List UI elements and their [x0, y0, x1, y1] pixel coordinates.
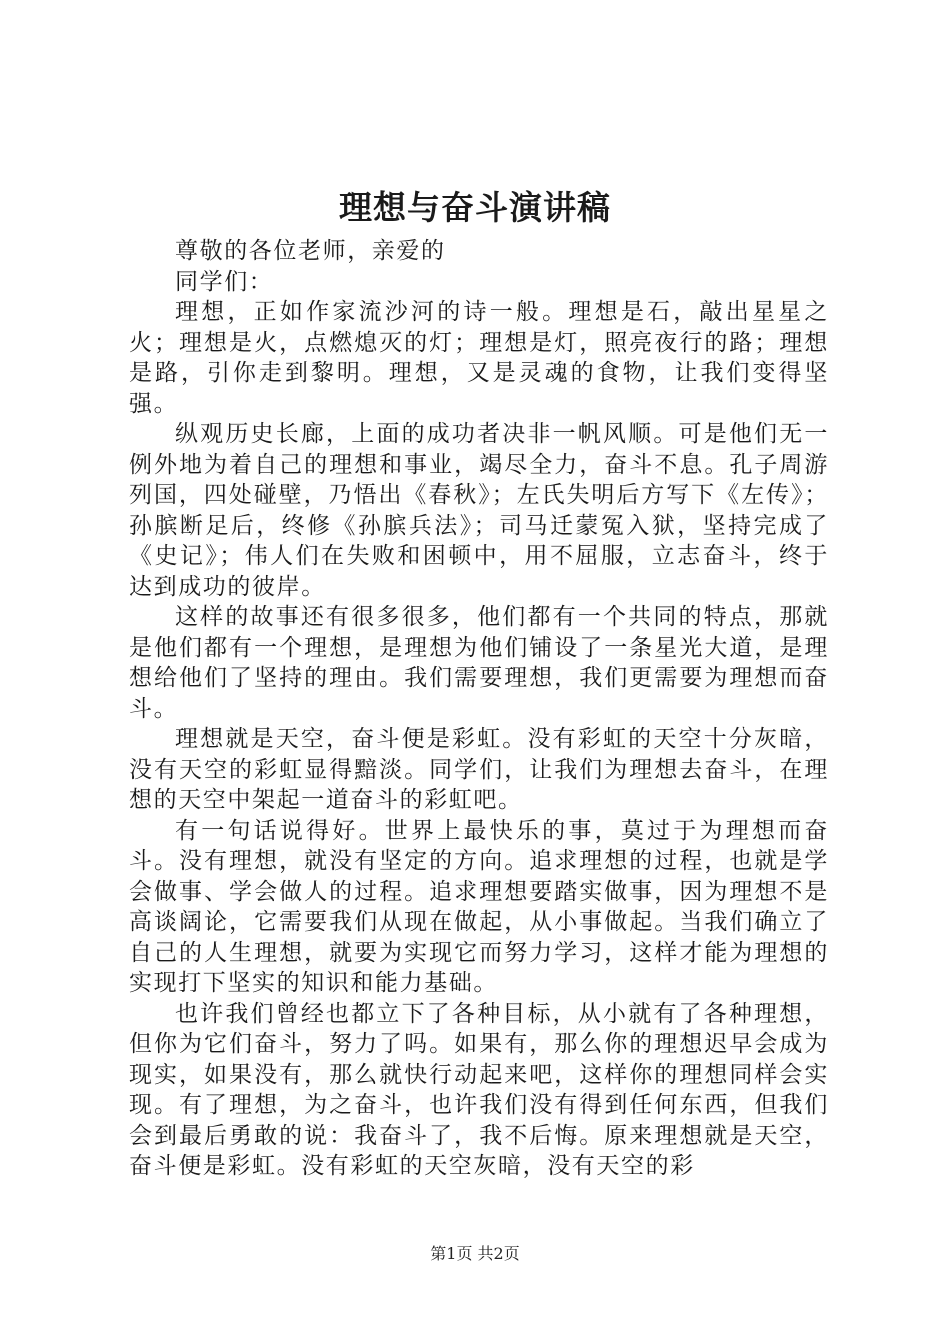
paragraph: 尊敬的各位老师，亲爱的 — [175, 238, 446, 264]
paragraph: 理想就是天空，奋斗便是彩虹。没有彩虹的天空十分灰暗，没有天空的彩虹显得黯淡。同学们，让我们为理想去奋斗，在理想的天空中架起一道奋斗的彩虹吧。 — [129, 726, 829, 813]
document-title: 理想与奋斗演讲稿 — [339, 188, 611, 227]
paragraph: 也许我们曾经也都立下了各种目标，从小就有了各种理想，但你为它们奋斗，努力了吗。如果有，那么你的理想迟早会成为现实，如果没有，那么就快行动起来吧，这样你的理想同样会实现。有了理想，为之奋斗，也许我们没有得到任何东西，但我们会到最后勇敢的说：我奋斗了，我不后悔。原来理想就是天空，奋斗便是彩虹。没有彩虹的天空灰暗，没有天空的彩 — [129, 1000, 829, 1179]
page-footer: 第1页 共2页 — [430, 1244, 520, 1263]
paragraph: 同学们： — [175, 268, 274, 295]
document-body — [129, 236, 829, 1182]
paragraph: 有一句话说得好。世界上最快乐的事，莫过于为理想而奋斗。没有理想，就没有坚定的方向。追求理想的过程，也就是学会做事、学会做人的过程。追求理想要踏实做事，因为理想不是高谈阔论，它需要我们从现在做起，从小事做起。当我们确立了自己的人生理想，就要为实现它而努力学习，这样才能为理想的实现打下坚实的知识和能力基础。 — [129, 817, 829, 996]
paragraph: 这样的故事还有很多很多，他们都有一个共同的特点，那就是他们都有一个理想，是理想为他们铺设了一条星光大道，是理想给他们了坚持的理由。我们需要理想，我们更需要为理想而奋斗。 — [129, 604, 829, 722]
paragraph: 理想，正如作家流沙河的诗一般。理想是石，敲出星星之火；理想是火，点燃熄灭的灯；理想是灯，照亮夜行的路；理想是路，引你走到黎明。理想，又是灵魂的食物，让我们变得坚强。 — [129, 299, 829, 417]
paragraph: 纵观历史长廊，上面的成功者决非一帆风顺。可是他们无一例外地为着自己的理想和事业，竭尽全力，奋斗不息。孔子周游列国，四处碰壁，乃悟出《春秋》；左氏失明后方写下《左传》；孙膑断足后，终修《孙膑兵法》；司马迁蒙冤入狱，坚持完成了《史记》；伟人们在失败和困顿中，用不屈服，立志奋斗，终于达到成功的彼岸。 — [129, 421, 829, 600]
